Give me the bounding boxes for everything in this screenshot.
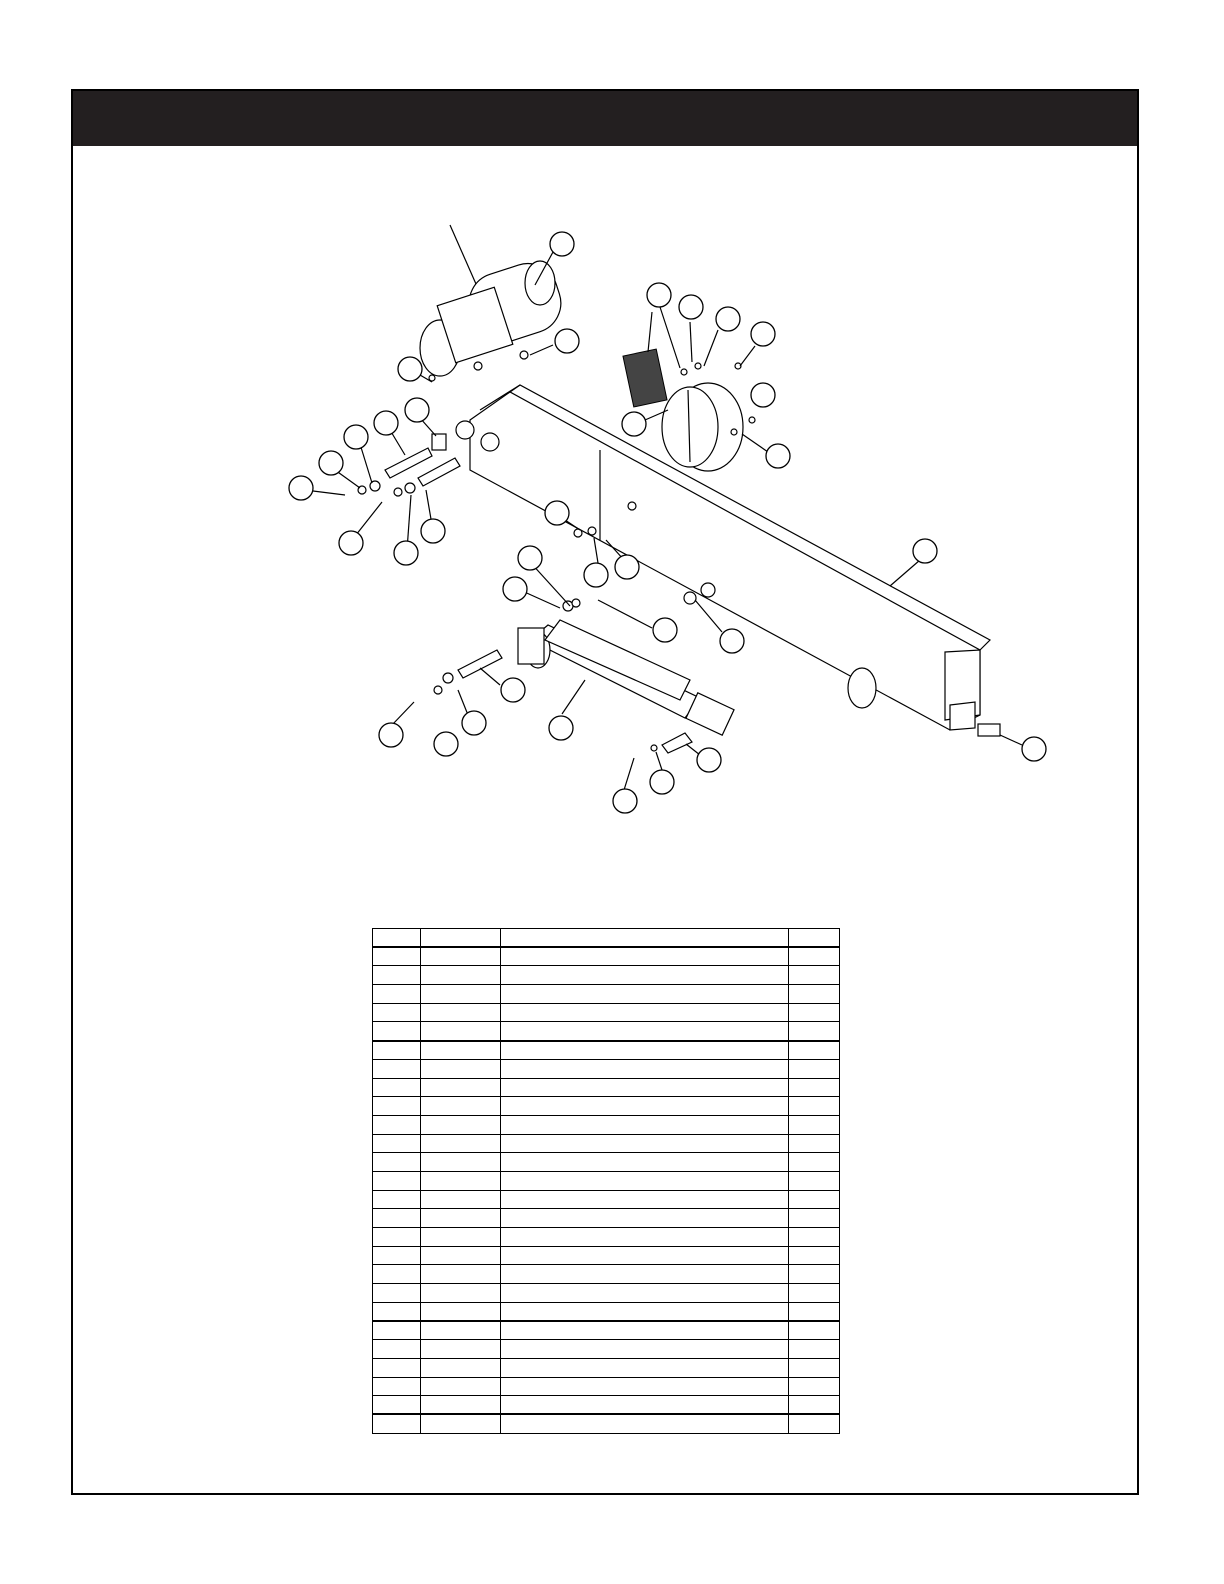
table-cell: [373, 1358, 421, 1377]
table-cell: [501, 985, 789, 1004]
table-cell: [421, 1358, 501, 1377]
table-cell: [421, 1396, 501, 1415]
callout: [339, 531, 363, 555]
table-cell: [421, 1134, 501, 1153]
table-row: [373, 1115, 840, 1134]
table-cell: [373, 1041, 421, 1060]
table-row: [373, 1097, 840, 1116]
header-description: [501, 929, 789, 948]
callout: [344, 425, 368, 449]
callout: [518, 546, 542, 570]
callout: [289, 476, 313, 500]
table-row: [373, 1022, 840, 1041]
table-row: [373, 947, 840, 966]
table-cell: [421, 1265, 501, 1284]
table-cell: [421, 1022, 501, 1041]
callout: [653, 618, 677, 642]
table-cell: [373, 1190, 421, 1209]
table-cell: [421, 1321, 501, 1340]
table-row: [373, 1003, 840, 1022]
table-cell: [789, 1078, 840, 1097]
table-row: [373, 1059, 840, 1078]
table-cell: [501, 1377, 789, 1396]
table-cell: [421, 1171, 501, 1190]
table-cell: [373, 985, 421, 1004]
table-cell: [373, 947, 421, 966]
table-cell: [421, 1003, 501, 1022]
table-cell: [421, 1153, 501, 1172]
table-cell: [501, 966, 789, 985]
winch-assembly: [420, 225, 569, 376]
table-cell: [373, 1115, 421, 1134]
callout: [374, 411, 398, 435]
table-cell: [501, 1321, 789, 1340]
table-cell: [373, 1284, 421, 1303]
table-cell: [501, 1059, 789, 1078]
callout: [405, 398, 429, 422]
table-cell: [789, 1228, 840, 1247]
table-cell: [501, 1190, 789, 1209]
table-cell: [501, 1134, 789, 1153]
table-row: [373, 1377, 840, 1396]
parts-table: [372, 928, 840, 1434]
callout: [584, 563, 608, 587]
table-cell: [501, 1302, 789, 1321]
winch-cover: [662, 383, 743, 471]
table-cell: [501, 1041, 789, 1060]
table-cell: [789, 1396, 840, 1415]
table-cell: [421, 1115, 501, 1134]
table-cell: [501, 1228, 789, 1247]
callout: [379, 723, 403, 747]
table-row: [373, 1414, 840, 1433]
table-cell: [501, 1284, 789, 1303]
table-cell: [373, 1153, 421, 1172]
table-cell: [501, 947, 789, 966]
callout: [913, 539, 937, 563]
table-cell: [373, 966, 421, 985]
table-cell: [789, 1284, 840, 1303]
table-cell: [501, 1022, 789, 1041]
table-cell: [789, 966, 840, 985]
callout: [545, 501, 569, 525]
table-cell: [501, 1414, 789, 1433]
table-cell: [373, 1414, 421, 1433]
table-cell: [501, 1078, 789, 1097]
callout: [421, 519, 445, 543]
callout: [622, 412, 646, 436]
table-cell: [373, 1228, 421, 1247]
table-cell: [373, 1059, 421, 1078]
table-row: [373, 966, 840, 985]
table-cell: [373, 1134, 421, 1153]
callout: [501, 678, 525, 702]
table-cell: [789, 1171, 840, 1190]
callout: [613, 789, 637, 813]
table-cell: [789, 1153, 840, 1172]
table-cell: [373, 1396, 421, 1415]
callout: [434, 732, 458, 756]
table-cell: [789, 1059, 840, 1078]
table-cell: [501, 1340, 789, 1359]
table-row: [373, 1302, 840, 1321]
table-cell: [373, 1265, 421, 1284]
table-row: [373, 1340, 840, 1359]
callout: [647, 283, 671, 307]
table-cell: [789, 1358, 840, 1377]
table-cell: [789, 1265, 840, 1284]
table-cell: [421, 1190, 501, 1209]
table-cell: [789, 1022, 840, 1041]
callout: [1022, 737, 1046, 761]
table-cell: [421, 947, 501, 966]
table-cell: [421, 1340, 501, 1359]
table-cell: [501, 1265, 789, 1284]
table-cell: [789, 1003, 840, 1022]
table-cell: [789, 1097, 840, 1116]
table-cell: [789, 1377, 840, 1396]
callout: [697, 748, 721, 772]
table-row: [373, 1246, 840, 1265]
table-cell: [373, 1003, 421, 1022]
table-row: [373, 1228, 840, 1247]
header-item: [373, 929, 421, 948]
callout: [751, 383, 775, 407]
table-cell: [501, 1396, 789, 1415]
table-cell: [373, 1340, 421, 1359]
table-cell: [373, 1097, 421, 1116]
table-row: [373, 1358, 840, 1377]
table-header-row: [373, 929, 840, 948]
table-row: [373, 1190, 840, 1209]
callout: [319, 451, 343, 475]
table-cell: [789, 1414, 840, 1433]
callout: [650, 770, 674, 794]
table-cell: [789, 1340, 840, 1359]
table-row: [373, 985, 840, 1004]
table-row: [373, 1265, 840, 1284]
callout: [398, 357, 422, 381]
table-cell: [501, 1003, 789, 1022]
table-cell: [501, 1358, 789, 1377]
table-cell: [789, 1041, 840, 1060]
table-cell: [501, 1115, 789, 1134]
table-row: [373, 1321, 840, 1340]
table-cell: [373, 1209, 421, 1228]
callout: [720, 629, 744, 653]
header-qty: [789, 929, 840, 948]
table-cell: [501, 1153, 789, 1172]
callout: [503, 577, 527, 601]
header-part-number: [421, 929, 501, 948]
table-row: [373, 1209, 840, 1228]
table-cell: [421, 985, 501, 1004]
parts-table-body: [373, 929, 840, 1434]
table-cell: [421, 966, 501, 985]
callout: [766, 444, 790, 468]
table-cell: [421, 1228, 501, 1247]
callout: [716, 307, 740, 331]
table-cell: [373, 1302, 421, 1321]
table-cell: [789, 1302, 840, 1321]
callout: [679, 295, 703, 319]
callout: [550, 232, 574, 256]
table-cell: [421, 1414, 501, 1433]
table-cell: [501, 1246, 789, 1265]
hydraulic-cylinder: [518, 620, 734, 735]
table-cell: [501, 1097, 789, 1116]
table-cell: [373, 1171, 421, 1190]
table-cell: [373, 1321, 421, 1340]
callout: [462, 711, 486, 735]
remote-control: [623, 312, 667, 407]
table-row: [373, 1396, 840, 1415]
callout: [394, 541, 418, 565]
table-cell: [421, 1209, 501, 1228]
table-cell: [373, 1022, 421, 1041]
table-cell: [421, 1246, 501, 1265]
table-cell: [789, 1115, 840, 1134]
table-cell: [789, 1321, 840, 1340]
table-cell: [789, 1190, 840, 1209]
table-cell: [501, 1171, 789, 1190]
table-cell: [421, 1284, 501, 1303]
table-row: [373, 1134, 840, 1153]
table-row: [373, 1171, 840, 1190]
table-cell: [789, 1134, 840, 1153]
table-cell: [789, 1246, 840, 1265]
callout: [555, 329, 579, 353]
callout: [615, 555, 639, 579]
table-cell: [421, 1078, 501, 1097]
callout: [549, 716, 573, 740]
table-row: [373, 1284, 840, 1303]
table-cell: [421, 1302, 501, 1321]
table-cell: [501, 1209, 789, 1228]
table-row: [373, 1153, 840, 1172]
table-cell: [373, 1246, 421, 1265]
table-cell: [421, 1377, 501, 1396]
table-cell: [789, 1209, 840, 1228]
table-cell: [421, 1097, 501, 1116]
table-row: [373, 1041, 840, 1060]
table-cell: [421, 1059, 501, 1078]
callout: [751, 322, 775, 346]
table-cell: [373, 1078, 421, 1097]
table-row: [373, 1078, 840, 1097]
table-cell: [789, 947, 840, 966]
table-cell: [789, 985, 840, 1004]
table-cell: [373, 1377, 421, 1396]
table-cell: [421, 1041, 501, 1060]
